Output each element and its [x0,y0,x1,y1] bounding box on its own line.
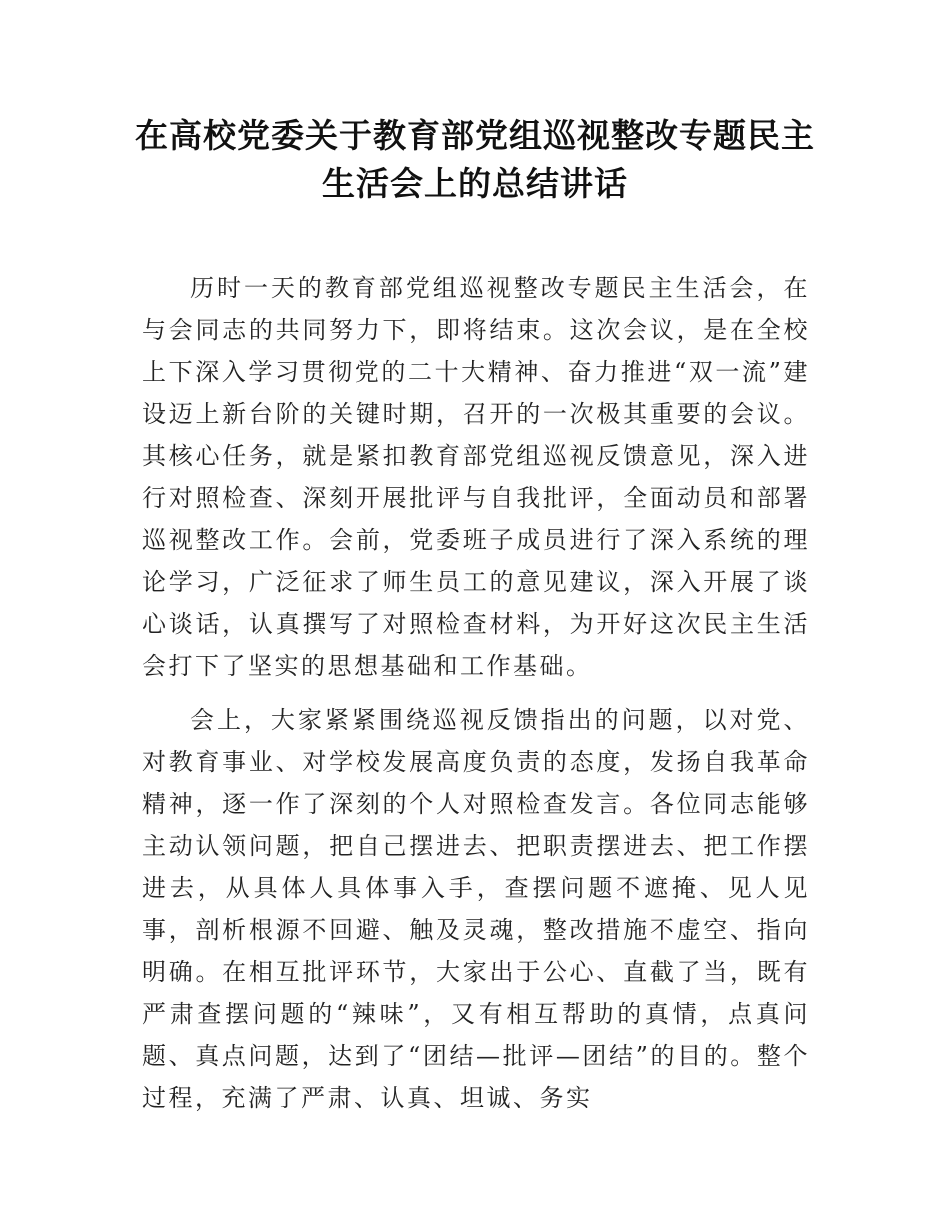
document-body [142,267,810,1119]
paragraph-2: 会上，大家紧紧围绕巡视反馈指出的问题，以对党、对教育事业、对学校发展高度负责的态度，发扬自我革命精神，逐一作了深刻的个人对照检查发言。各位同志能够主动认领问题，把自己摆进去、把职责摆进去、把工作摆进去，从具体人具体事入手，查摆问题不遮掩、见人见事，剖析根源不回避、触及灵魂，整改措施不虚空、指向明确。在相互批评环节，大家出于公心、直截了当，既有严肃查摆问题的“辣味”，又有相互帮助的真情，点真问题、真点问题，达到了“团结—批评—团结”的目的。整个过程，充满了严肃、认真、坦诚、务实 [142,706,810,1112]
paragraph-1: 历时一天的教育部党组巡视整改专题民主生活会，在与会同志的共同努力下，即将结束。这次会议，是在全校上下深入学习贯彻党的二十大精神、奋力推进“双一流”建设迈上新台阶的关键时期，召开的一次极其重要的会议。其核心任务，就是紧扣教育部党组巡视反馈意见，深入进行对照检查、深刻开展批评与自我批评，全面动员和部署巡视整改工作。会前，党委班子成员进行了深入系统的理论学习，广泛征求了师生员工的意见建议，深入开展了谈心谈话，认真撰写了对照检查材料，为开好这次民主生活会打下了坚实的思想基础和工作基础。 [142,274,810,680]
document-title: 在高校党委关于教育部党组巡视整改专题民主生活会上的总结讲话 [135,116,815,203]
